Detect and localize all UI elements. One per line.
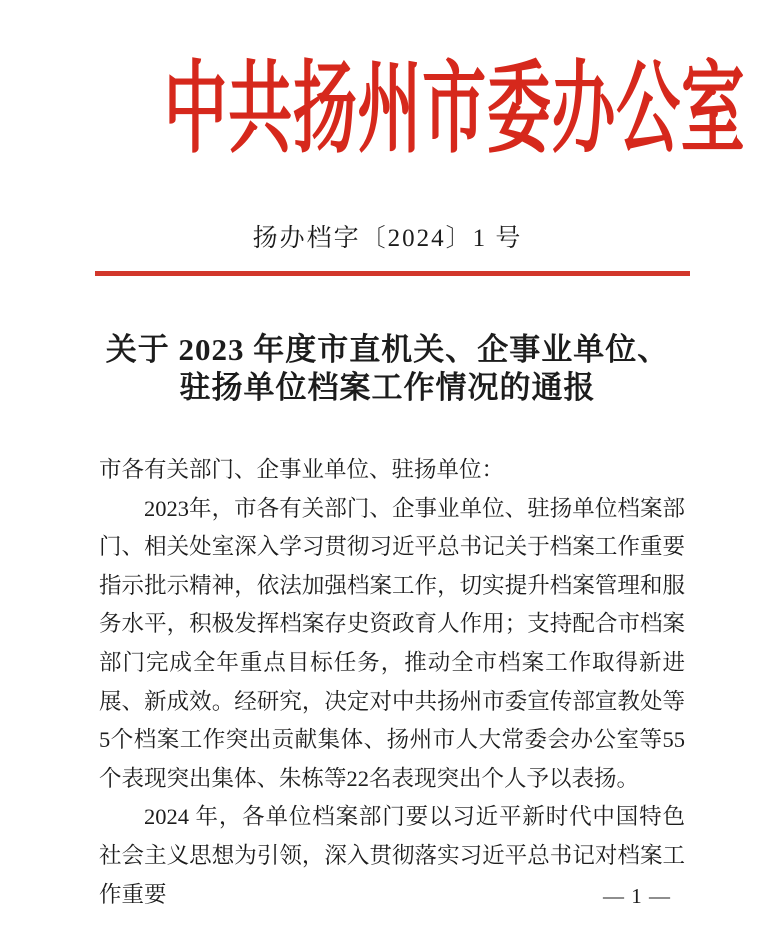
document-body <box>99 451 685 914</box>
document-title-line2: 驻扬单位档案工作情况的通报 <box>179 370 596 405</box>
body-paragraph-2: 2024 年，各单位档案部门要以习近平新时代中国特色社会主义思想为引领，深入贯彻落实习近平总书记对档案工作重要 <box>99 804 685 907</box>
document-reference-number: 扬办档字〔2024〕1 号 <box>252 225 523 252</box>
document-title-line1: 关于 2023 年度市直机关、企事业单位、 <box>105 332 670 367</box>
red-divider-line <box>95 271 690 276</box>
salutation: 市各有关部门、企事业单位、驻扬单位： <box>99 457 505 482</box>
document-title <box>60 331 715 407</box>
red-letterhead <box>0 50 775 170</box>
page-number: — 1 — <box>603 884 671 908</box>
issuing-authority-title: 中共扬州市委办公室 <box>163 54 746 165</box>
body-paragraph-1: 2023年，市各有关部门、企事业单位、驻扬单位档案部门、相关处室深入学习贯彻习近平总书记关于档案工作重要指示批示精神，依法加强档案工作，切实提升档案管理和服务水平，积极发挥档案存史资政育人作用；支持配合市档案部门完成全年重点目标任务，推动全市档案工作取得新进展、新成效。经研究，决定对中共扬州市委宣传部宣教处等5个档案工作突出贡献集体、扬州市人大常委会办公室等55个表现突出集体、朱栋等22名表现突出个人予以表扬。 <box>99 495 685 791</box>
